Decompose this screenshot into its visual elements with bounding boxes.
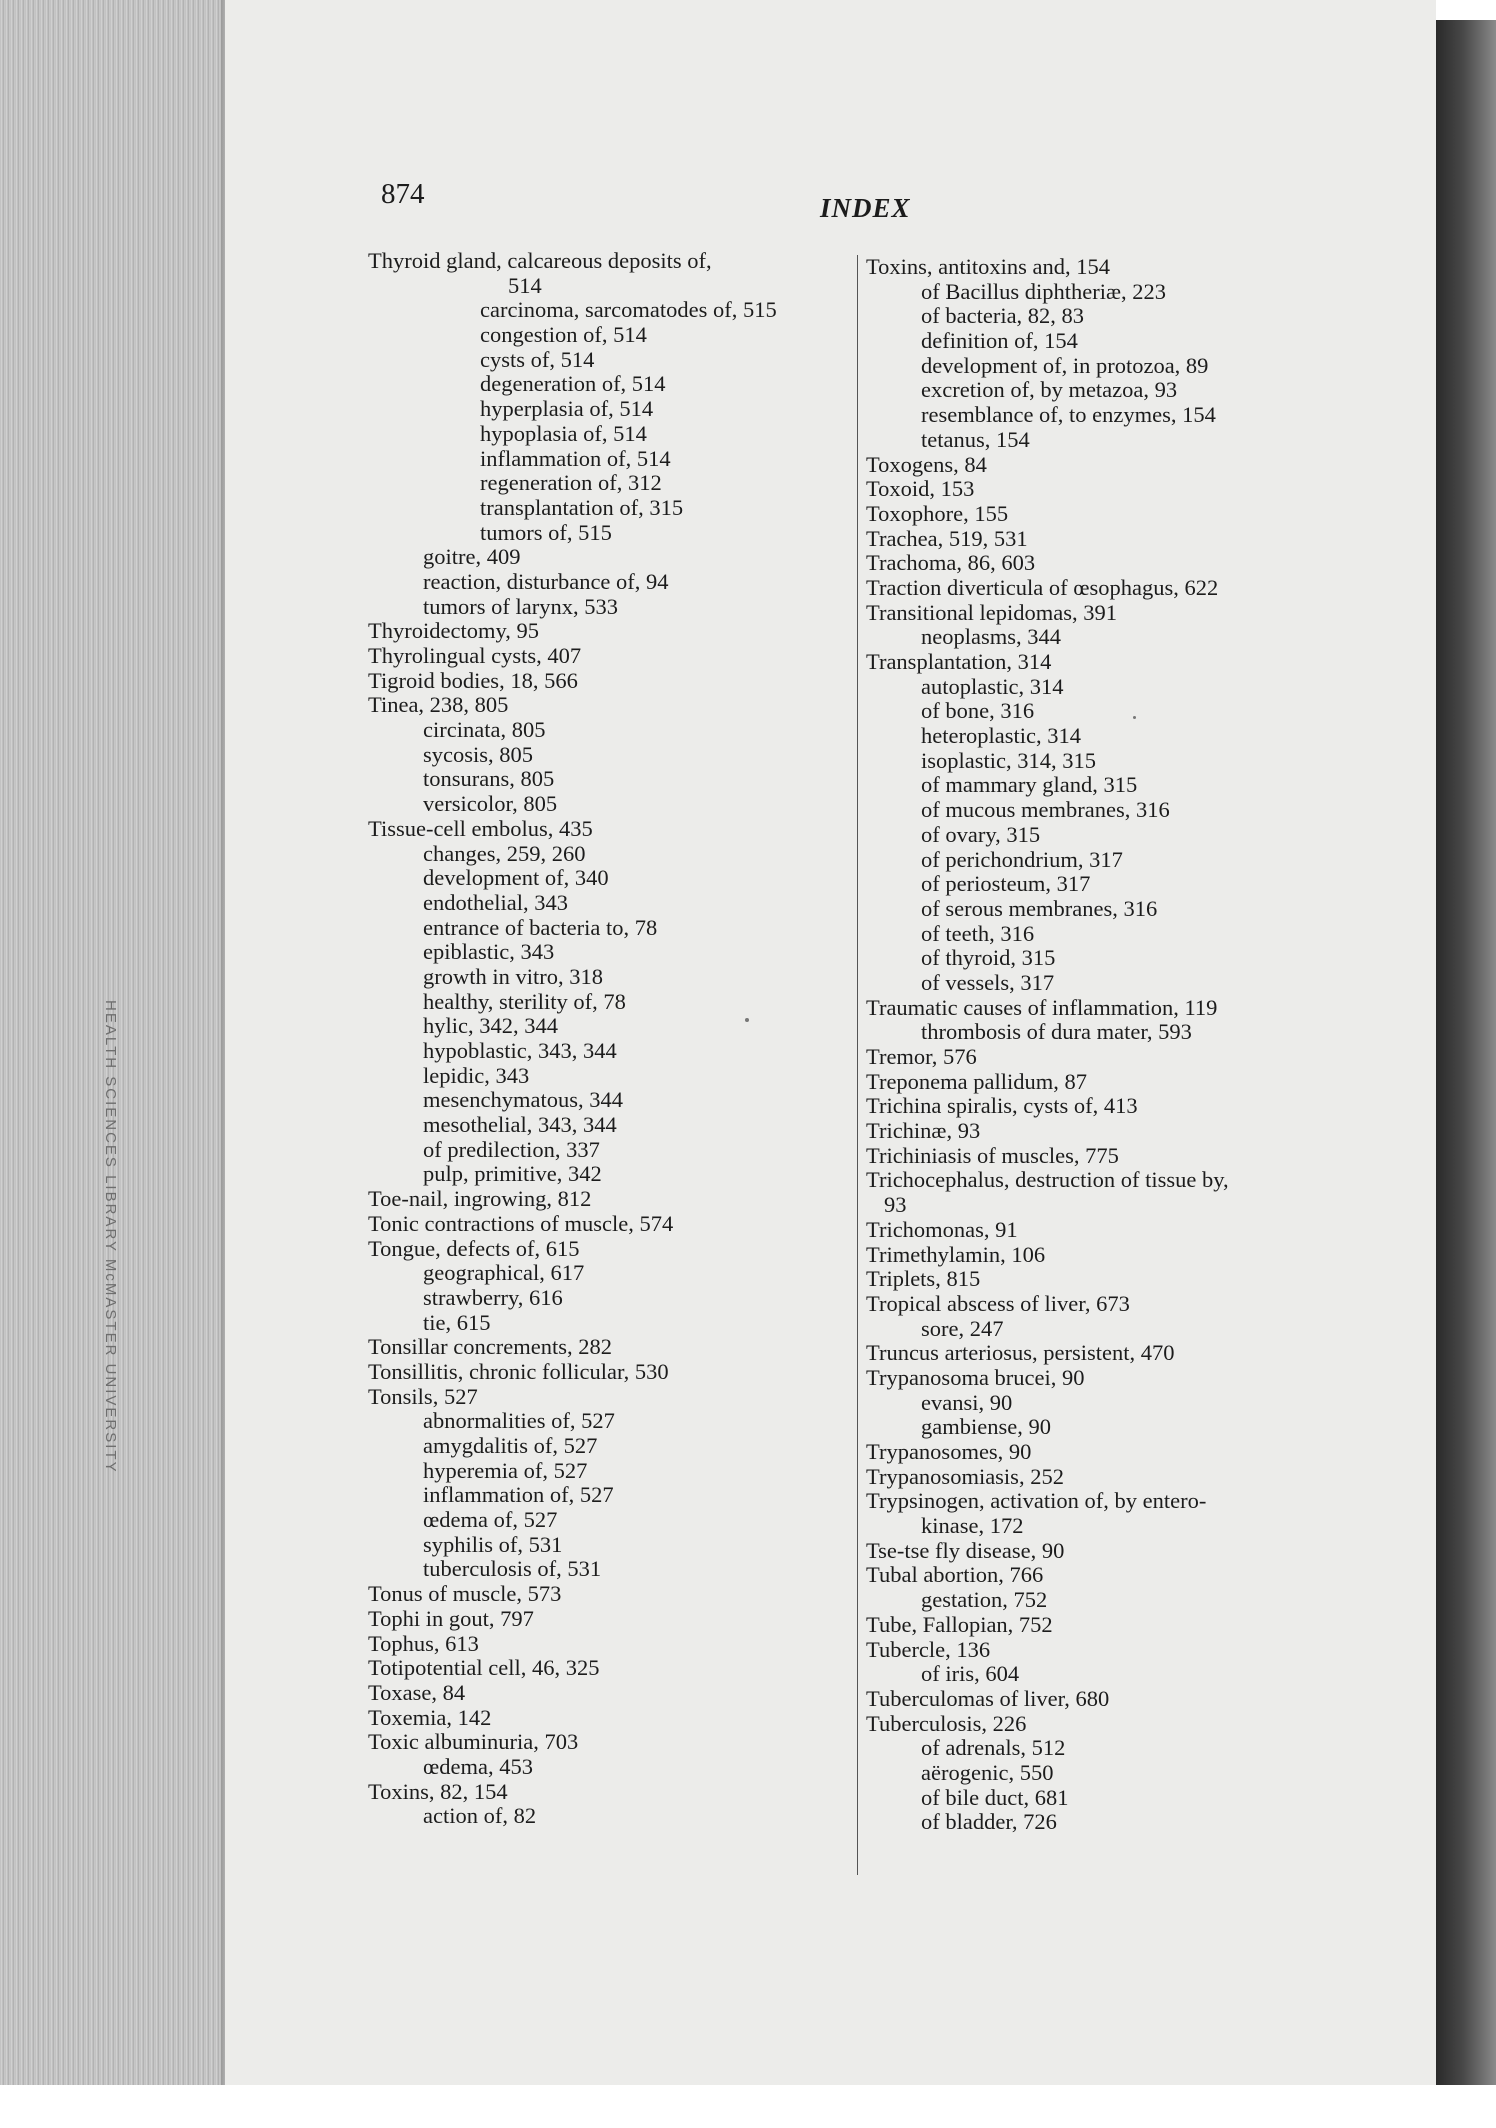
index-entry: Tuberculomas of liver, 680 bbox=[866, 1685, 1110, 1711]
index-entry: transplantation of, 315 bbox=[480, 494, 684, 520]
index-entry: syphilis of, 531 bbox=[423, 1531, 563, 1557]
scan-margin bbox=[0, 2085, 1496, 2128]
index-entry: of periosteum, 317 bbox=[921, 871, 1091, 897]
library-stamp: HEALTH SCIENCES LIBRARY McMASTER UNIVERSITY bbox=[102, 1000, 119, 1474]
index-entry: Tonsillitis, chronic follicular, 530 bbox=[368, 1358, 669, 1384]
index-entry: Tigroid bodies, 18, 566 bbox=[368, 667, 578, 693]
index-entry: aërogenic, 550 bbox=[921, 1759, 1054, 1785]
index-entry: of mammary gland, 315 bbox=[921, 772, 1138, 798]
index-entry: development of, in protozoa, 89 bbox=[921, 352, 1209, 378]
index-entry: lepidic, 343 bbox=[423, 1062, 530, 1088]
index-entry: of Bacillus diphtheriæ, 223 bbox=[921, 278, 1166, 304]
index-entry: tumors of larynx, 533 bbox=[423, 593, 618, 619]
index-entry: Toxic albuminuria, 703 bbox=[368, 1729, 579, 1755]
index-entry: Tonic contractions of muscle, 574 bbox=[368, 1210, 674, 1236]
index-entry: 514 bbox=[508, 272, 542, 298]
index-entry: tumors of, 515 bbox=[480, 519, 612, 545]
index-entry: of bile duct, 681 bbox=[921, 1784, 1069, 1810]
index-entry: of bacteria, 82, 83 bbox=[921, 303, 1085, 329]
index-entry: Transitional lepidomas, 391 bbox=[866, 599, 1118, 625]
index-entry: tie, 615 bbox=[423, 1309, 491, 1335]
index-entry: reaction, disturbance of, 94 bbox=[423, 568, 669, 594]
index-entry: of iris, 604 bbox=[921, 1661, 1020, 1687]
index-entry: carcinoma, sarcomatodes of, 515 bbox=[480, 297, 777, 323]
index-entry: Tonus of muscle, 573 bbox=[368, 1581, 562, 1607]
index-column-left bbox=[368, 249, 777, 1829]
index-entry: Toxins, antitoxins and, 154 bbox=[866, 254, 1111, 279]
index-entry: Tse-tse fly disease, 90 bbox=[866, 1537, 1065, 1563]
index-entry: Transplantation, 314 bbox=[866, 649, 1052, 674]
index-entry: Trypsinogen, activation of, by entero- bbox=[866, 1488, 1207, 1514]
index-entry: Toxogens, 84 bbox=[866, 451, 987, 477]
index-entry: of adrenals, 512 bbox=[921, 1735, 1066, 1761]
index-entry: Tubal abortion, 766 bbox=[866, 1562, 1044, 1588]
index-entry: Thyrolingual cysts, 407 bbox=[368, 643, 582, 668]
index-entry: Totipotential cell, 46, 325 bbox=[368, 1655, 600, 1681]
index-entry: Trichomonas, 91 bbox=[866, 1216, 1018, 1242]
index-column-right bbox=[866, 255, 1229, 1835]
index-entry: degeneration of, 514 bbox=[480, 371, 666, 397]
index-entry: Tissue-cell embolus, 435 bbox=[368, 815, 593, 841]
index-entry: Trichina spiralis, cysts of, 413 bbox=[866, 1093, 1138, 1119]
index-entry: versicolor, 805 bbox=[423, 791, 558, 817]
index-entry: Triplets, 815 bbox=[866, 1266, 981, 1292]
index-entry: isoplastic, 314, 315 bbox=[921, 747, 1096, 773]
index-entry: Tremor, 576 bbox=[866, 1044, 977, 1069]
index-entry: neoplasms, 344 bbox=[921, 624, 1061, 650]
index-entry: inflammation of, 514 bbox=[480, 445, 671, 471]
index-entry: Trypanosoma brucei, 90 bbox=[866, 1364, 1085, 1390]
index-entry: 93 bbox=[884, 1192, 907, 1218]
index-entry: Trimethylamin, 106 bbox=[866, 1241, 1046, 1267]
index-entry: endothelial, 343 bbox=[423, 889, 568, 915]
index-entry: Toxophore, 155 bbox=[866, 500, 1009, 526]
index-entry: Tube, Fallopian, 752 bbox=[866, 1611, 1053, 1637]
index-entry: resemblance of, to enzymes, 154 bbox=[921, 402, 1216, 428]
index-entry: Tubercle, 136 bbox=[866, 1636, 991, 1662]
index-entry: goitre, 409 bbox=[423, 544, 521, 570]
index-entry: Tropical abscess of liver, 673 bbox=[866, 1290, 1130, 1316]
index-entry: tetanus, 154 bbox=[921, 426, 1030, 452]
index-entry: of bone, 316 bbox=[921, 698, 1035, 724]
index-entry: of vessels, 317 bbox=[921, 969, 1055, 995]
index-entry: hypoblastic, 343, 344 bbox=[423, 1038, 617, 1063]
index-entry: Trachoma, 86, 603 bbox=[866, 550, 1036, 576]
index-entry: congestion of, 514 bbox=[480, 322, 647, 348]
index-entry: thrombosis of dura mater, 593 bbox=[921, 1019, 1192, 1045]
index-entry: of predilection, 337 bbox=[423, 1136, 600, 1162]
index-entry: autoplastic, 314 bbox=[921, 673, 1064, 699]
page-speck bbox=[1133, 716, 1136, 719]
index-entry: Traction diverticula of œsophagus, 622 bbox=[866, 574, 1219, 600]
index-entry: œdema of, 527 bbox=[423, 1507, 558, 1533]
index-entry: of mucous membranes, 316 bbox=[921, 797, 1170, 823]
index-entry: changes, 259, 260 bbox=[423, 840, 586, 866]
index-entry: Treponema pallidum, 87 bbox=[866, 1068, 1088, 1094]
index-entry: hypoplasia of, 514 bbox=[480, 420, 647, 446]
index-entry: epiblastic, 343 bbox=[423, 939, 555, 965]
index-entry: Truncus arteriosus, persistent, 470 bbox=[866, 1340, 1175, 1366]
page-number: 874 bbox=[381, 178, 425, 210]
index-entry: Trachea, 519, 531 bbox=[866, 525, 1028, 551]
index-entry: Toxins, 82, 154 bbox=[368, 1778, 508, 1804]
index-entry: Tonsillar concrements, 282 bbox=[368, 1334, 612, 1360]
index-entry: Trichocephalus, destruction of tissue by, bbox=[866, 1167, 1229, 1193]
index-entry: definition of, 154 bbox=[921, 328, 1078, 354]
index-entry: geographical, 617 bbox=[423, 1260, 585, 1286]
index-entry: kinase, 172 bbox=[921, 1513, 1024, 1539]
index-entry: of bladder, 726 bbox=[921, 1809, 1057, 1835]
index-entry: excretion of, by metazoa, 93 bbox=[921, 377, 1178, 403]
index-entry: sore, 247 bbox=[921, 1315, 1004, 1341]
index-entry: healthy, sterility of, 78 bbox=[423, 988, 626, 1014]
index-entry: Tinea, 238, 805 bbox=[368, 692, 509, 718]
index-entry: of serous membranes, 316 bbox=[921, 895, 1158, 921]
index-entry: action of, 82 bbox=[423, 1803, 537, 1829]
index-entry: Thyroidectomy, 95 bbox=[368, 618, 540, 644]
index-entry: hylic, 342, 344 bbox=[423, 1013, 558, 1039]
index-entry: entrance of bacteria to, 78 bbox=[423, 914, 658, 940]
index-entry: hyperemia of, 527 bbox=[423, 1457, 588, 1483]
index-entry: Traumatic causes of inflammation, 119 bbox=[866, 994, 1218, 1020]
index-entry: strawberry, 616 bbox=[423, 1284, 563, 1310]
index-entry: tuberculosis of, 531 bbox=[423, 1556, 602, 1582]
index-entry: Toxemia, 142 bbox=[368, 1704, 492, 1730]
index-entry: Toxoid, 153 bbox=[866, 476, 975, 502]
index-entry: Toe-nail, ingrowing, 812 bbox=[368, 1186, 592, 1212]
facing-page-edge bbox=[1436, 20, 1496, 2090]
index-entry: œdema, 453 bbox=[423, 1753, 533, 1779]
index-entry: Trypanosomes, 90 bbox=[866, 1439, 1032, 1464]
index-entry: tonsurans, 805 bbox=[423, 766, 555, 792]
index-entry: heteroplastic, 314 bbox=[921, 723, 1081, 749]
index-entry: growth in vitro, 318 bbox=[423, 963, 603, 989]
index-entry: Toxase, 84 bbox=[368, 1679, 466, 1705]
index-entry: abnormalities of, 527 bbox=[423, 1408, 615, 1434]
index-entry: Tuberculosis, 226 bbox=[866, 1710, 1027, 1736]
index-entry: of perichondrium, 317 bbox=[921, 846, 1123, 872]
index-entry: of teeth, 316 bbox=[921, 920, 1035, 946]
index-entry: amygdalitis of, 527 bbox=[423, 1433, 598, 1458]
index-entry: hyperplasia of, 514 bbox=[480, 396, 654, 422]
index-entry: gestation, 752 bbox=[921, 1587, 1048, 1613]
index-entry: Trichiniasis of muscles, 775 bbox=[866, 1142, 1119, 1168]
index-entry: Thyroid gland, calcareous deposits of, bbox=[368, 248, 712, 273]
index-entry: Trichinæ, 93 bbox=[866, 1118, 981, 1144]
index-entry: mesenchymatous, 344 bbox=[423, 1087, 623, 1113]
index-entry: evansi, 90 bbox=[921, 1389, 1013, 1415]
index-entry: circinata, 805 bbox=[423, 717, 546, 743]
index-entry: regeneration of, 312 bbox=[480, 470, 662, 496]
index-entry: cysts of, 514 bbox=[480, 346, 595, 372]
index-entry: mesothelial, 343, 344 bbox=[423, 1112, 617, 1138]
index-entry: Trypanosomiasis, 252 bbox=[866, 1463, 1064, 1489]
page-speck bbox=[745, 1018, 749, 1022]
index-entry: of ovary, 315 bbox=[921, 821, 1041, 847]
index-entry: pulp, primitive, 342 bbox=[423, 1161, 602, 1187]
index-entry: Tophus, 613 bbox=[368, 1630, 479, 1656]
index-entry: gambiense, 90 bbox=[921, 1414, 1051, 1440]
index-entry: sycosis, 805 bbox=[423, 741, 534, 767]
running-head: INDEX bbox=[820, 193, 911, 223]
index-entry: Tonsils, 527 bbox=[368, 1383, 478, 1409]
index-entry: Tophi in gout, 797 bbox=[368, 1605, 534, 1631]
index-entry: inflammation of, 527 bbox=[423, 1482, 614, 1508]
index-entry: of thyroid, 315 bbox=[921, 945, 1056, 971]
column-divider bbox=[857, 255, 858, 1875]
index-entry: development of, 340 bbox=[423, 865, 609, 891]
index-entry: Tongue, defects of, 615 bbox=[368, 1235, 580, 1261]
